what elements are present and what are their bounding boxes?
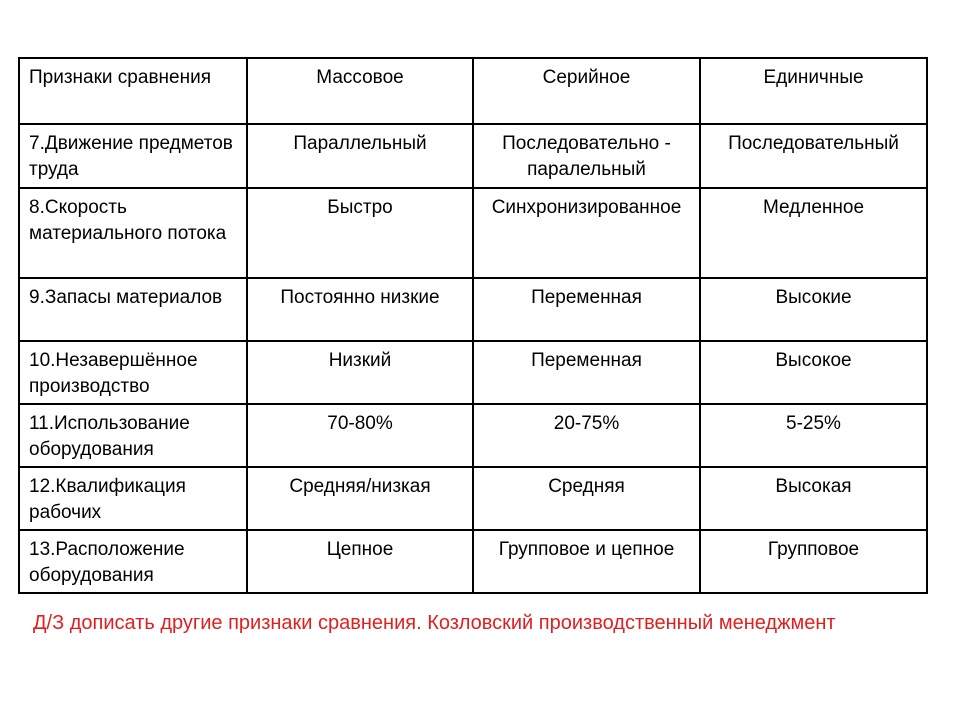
table-header-row [19,58,927,124]
row-criterion-cell: 8.Скорость материального потока [19,188,247,278]
header-cell-mass: Массовое [247,58,473,124]
homework-note: Д/З дописать другие признаки сравнения. Козловский производственный менеджмент [33,612,836,634]
single-value-cell: Высокое [700,341,927,404]
serial-value-cell: Средняя [473,467,700,530]
serial-value-cell: 20-75% [473,404,700,467]
mass-value-cell: Постоянно низкие [247,278,473,341]
table-row [19,341,927,404]
mass-value-cell: Низкий [247,341,473,404]
single-value-cell: Медленное [700,188,927,278]
serial-value-cell: Последовательно - паралельный [473,124,700,188]
table-row [19,467,927,530]
header-cell-criteria: Признаки сравнения [19,58,247,124]
mass-value-cell: Средняя/низкая [247,467,473,530]
single-value-cell: Групповое [700,530,927,593]
serial-value-cell: Групповое и цепное [473,530,700,593]
single-value-cell: 5-25% [700,404,927,467]
row-criterion-cell: 7.Движение предметов труда [19,124,247,188]
single-value-cell: Высокие [700,278,927,341]
serial-value-cell: Синхронизированное [473,188,700,278]
row-criterion-cell: 12.Квалификация рабочих [19,467,247,530]
table-row [19,278,927,341]
single-value-cell: Высокая [700,467,927,530]
table-row [19,530,927,593]
header-cell-serial: Серийное [473,58,700,124]
single-value-cell: Последовательный [700,124,927,188]
mass-value-cell: Цепное [247,530,473,593]
comparison-table [18,57,928,594]
row-criterion-cell: 13.Расположение оборудования [19,530,247,593]
serial-value-cell: Переменная [473,341,700,404]
table-row [19,404,927,467]
row-criterion-cell: 9.Запасы материалов [19,278,247,341]
mass-value-cell: 70-80% [247,404,473,467]
row-criterion-cell: 11.Использование оборудования [19,404,247,467]
serial-value-cell: Переменная [473,278,700,341]
table-row [19,188,927,278]
table-row [19,124,927,188]
mass-value-cell: Параллельный [247,124,473,188]
row-criterion-cell: 10.Незавершённое производство [19,341,247,404]
mass-value-cell: Быстро [247,188,473,278]
header-cell-single: Единичные [700,58,927,124]
